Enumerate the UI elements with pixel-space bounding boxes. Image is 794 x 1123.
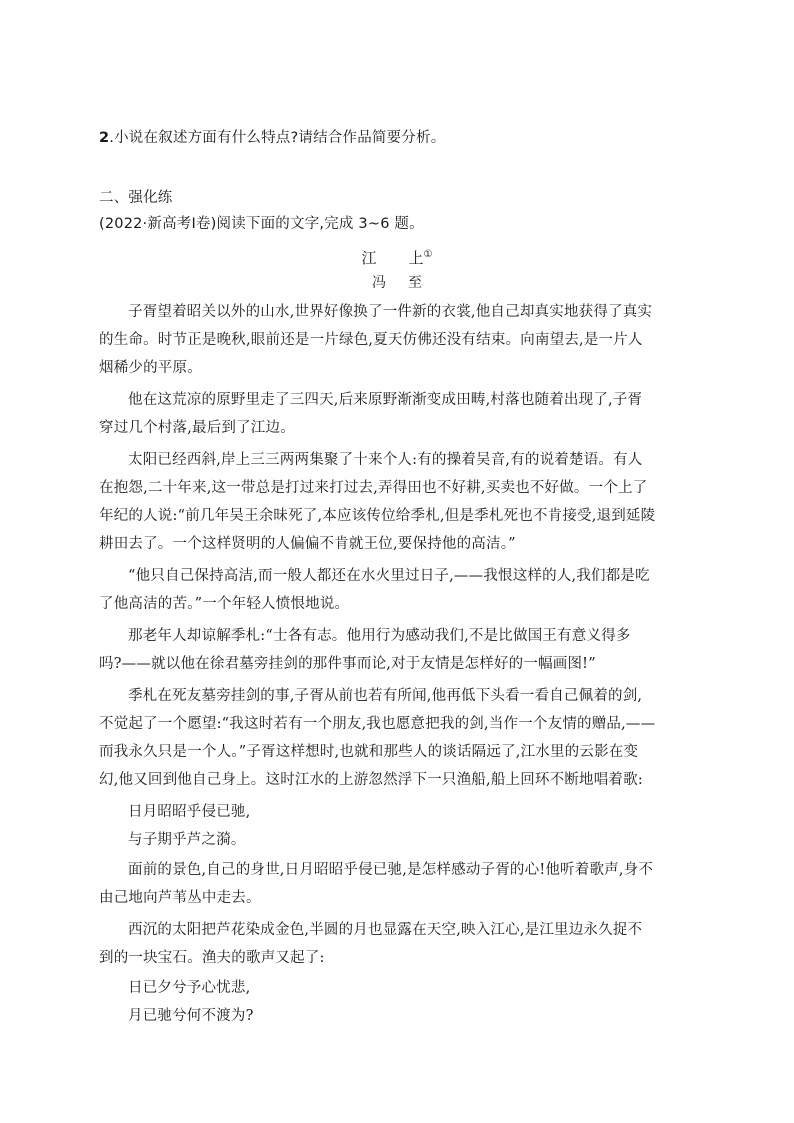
story-line: 年纪的人说:“前几年吴王余昧死了,本应该传位给季札,但是季札死也不肯接受,退到延陵 (99, 508, 656, 524)
story-line: 幻,他又回到他自己身上。这时江水的上游忽然浮下一只渔船,船上回环不断地唱着歌: (99, 772, 643, 788)
story-author (0, 273, 794, 293)
story-line: 穿过几个村落,最后到了江边。 (99, 420, 295, 436)
story-line: 不觉起了一个愿望:“我这时若有一个朋友,我也愿意把我的剑,当作一个友情的赠品,—— (99, 716, 656, 732)
song-line: 日已夕兮予心忧悲, (128, 980, 251, 996)
story-line: 他在这荒凉的原野里走了三四天,后来原野渐渐变成田畴,村落也随着出现了,子胥 (128, 392, 643, 408)
story-title-char-2: 上 (408, 249, 424, 267)
story-line: 那老年人却谅解季札:“士各有志。他用行为感动我们,不是比做国王有意义得多 (128, 628, 631, 644)
story-title (0, 245, 794, 268)
song-line: 日月昭昭乎侵已驰, (128, 804, 251, 820)
reading-instructions: (2022·新高考Ⅰ卷)阅读下面的文字,完成 3~6 题。 (99, 216, 424, 232)
question-text: .小说在叙述方面有什么特点?请结合作品简要分析。 (109, 130, 446, 146)
story-line: 太阳已经西斜,岸上三三两两集聚了十来个人:有的操着吴音,有的说着楚语。有人 (128, 452, 643, 468)
story-line: 吗?——就以他在徐君墓旁挂剑的那件事而论,对于友情是怎样好的一幅画图!” (99, 656, 596, 672)
story-line: 由己地向芦苇丛中走去。 (99, 890, 261, 906)
section-heading: 二、强化练 (99, 190, 173, 206)
song-line: 与子期乎芦之漪。 (128, 832, 246, 848)
author-char-1: 冯 (372, 275, 386, 291)
story-line: 西沉的太阳把芦花染成金色,半圆的月也显露在天空,映入江心,是江里边永久捉不 (128, 922, 643, 938)
story-line: “他只自己保持高洁,而一般人都还在水火里过日子,——我恨这样的人,我们都是吃 (128, 568, 650, 584)
story-line: 在抱怨,二十年来,这一带总是打过来打过去,弄得田也不好耕,买卖也不好做。一个上了 (99, 480, 648, 496)
story-line: 子胥望着昭关以外的山水,世界好像换了一件新的衣裳,他自己却真实地获得了真实 (128, 304, 653, 320)
story-line: 的生命。时节正是晚秋,眼前还是一片绿色,夏天仿佛还没有结束。向南望去,是一片人 (99, 332, 643, 348)
song-line: 月已驰兮何不渡为? (128, 1008, 254, 1024)
question-2 (99, 128, 699, 148)
story-title-char-1: 江 (361, 249, 377, 267)
story-line: 到的一块宝石。渔夫的歌声又起了: (99, 950, 325, 966)
story-line: 面前的景色,自己的身世,日月昭昭乎侵已驰,是怎样感动子胥的心!他听着歌声,身不 (128, 862, 654, 878)
story-line: 烟稀少的平原。 (99, 360, 202, 376)
story-line: 季札在死友墓旁挂剑的事,子胥从前也若有所闻,他再低下头看一看自己佩着的剑, (128, 688, 643, 704)
question-number: 2 (99, 130, 110, 146)
author-char-2: 至 (408, 275, 422, 291)
story-line: 耕田去了。一个这样贤明的人偏偏不肯就王位,要保持他的高洁。” (99, 536, 516, 552)
story-line: 了他高洁的苦。”一个年轻人愤恨地说。 (99, 596, 350, 612)
footnote-mark: ① (423, 249, 433, 260)
story-line: 而我永久只是一个人。”子胥这样想时,也就和那些人的谈话隔远了,江水里的云影在变 (99, 744, 639, 760)
